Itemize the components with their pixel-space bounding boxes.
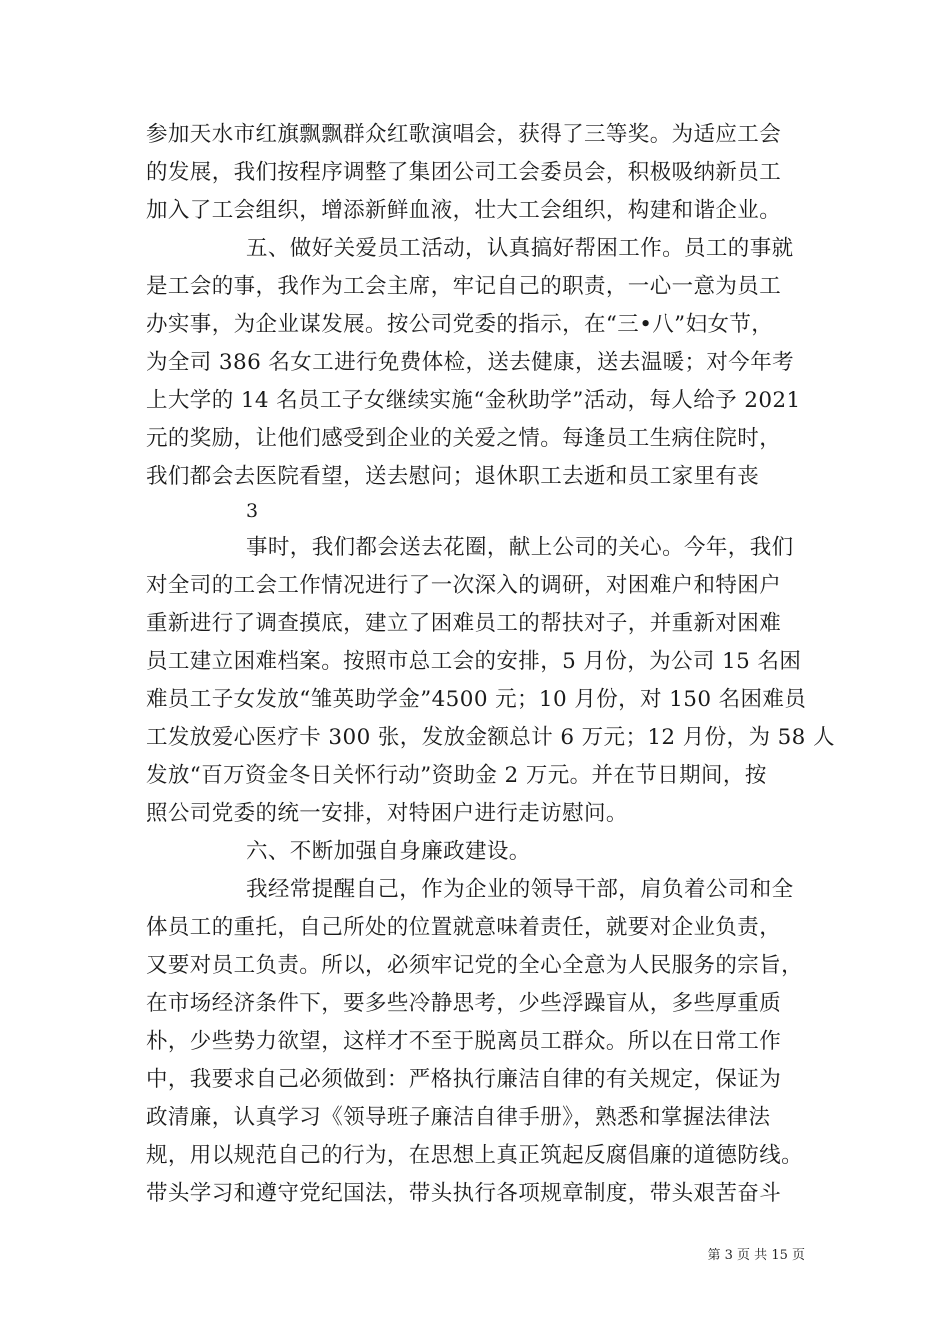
paragraph-line: 重新进行了调查摸底，建立了困难员工的帮扶对子，并重新对困难 (146, 611, 782, 636)
paragraph-line: 对全司的工会工作情况进行了一次深入的调研，对困难户和特困户 (146, 573, 782, 598)
paragraph-line: 为全司 386 名女工进行免费体检，送去健康，送去温暖；对今年考 (146, 350, 795, 375)
paragraph-line: 员工建立困难档案。按照市总工会的安排，5 月份，为公司 15 名困 (146, 649, 802, 674)
paragraph-line: 元的奖励，让他们感受到企业的关爱之情。每逢员工生病住院时， (146, 426, 782, 451)
paragraph-line: 办实事，为企业谋发展。按公司党委的指示，在“三•八”妇女节， (146, 312, 774, 337)
paragraph-line: 带头学习和遵守党纪国法，带头执行各项规章制度，带头艰苦奋斗 (146, 1181, 782, 1206)
inline-page-number: 3 (246, 500, 259, 522)
page-footer: 第 3 页 共 15 页 (707, 1248, 805, 1263)
paragraph-line: 我经常提醒自己，作为企业的领导干部，肩负着公司和全 (246, 877, 794, 902)
paragraph-line: 工发放爱心医疗卡 300 张，发放金额总计 6 万元；12 月份，为 58 人 (146, 725, 835, 750)
paragraph-line: 加入了工会组织，增添新鲜血液，壮大工会组织，构建和谐企业。 (146, 198, 782, 223)
paragraph-line: 的发展，我们按程序调整了集团公司工会委员会，积极吸纳新员工 (146, 160, 782, 185)
section-heading-5: 五、做好关爱员工活动，认真搞好帮困工作。员工的事就 (246, 236, 794, 261)
paragraph-line: 规，用以规范自己的行为，在思想上真正筑起反腐倡廉的道德防线。 (146, 1143, 804, 1168)
paragraph-line: 参加天水市红旗飘飘群众红歌演唱会，获得了三等奖。为适应工会 (146, 122, 782, 147)
section-heading-6: 六、不断加强自身廉政建设。 (246, 839, 531, 864)
paragraph-line: 上大学的 14 名员工子女继续实施“金秋助学”活动，每人给予 2021 (146, 388, 801, 413)
paragraph-line: 事时，我们都会送去花圈，献上公司的关心。今年，我们 (246, 535, 794, 560)
paragraph-line: 体员工的重托，自己所处的位置就意味着责任，就要对企业负责， (146, 915, 782, 940)
paragraph-line: 难员工子女发放“雏英助学金”4500 元；10 月份，对 150 名困难员 (146, 687, 807, 712)
paragraph-line: 我们都会去医院看望，送去慰问；退休职工去逝和员工家里有丧 (146, 464, 760, 489)
paragraph-line: 照公司党委的统一安排，对特困户进行走访慰问。 (146, 801, 628, 826)
paragraph-line: 发放“百万资金冬日关怀行动”资助金 2 万元。并在节日期间，按 (146, 763, 767, 788)
paragraph-line: 又要对员工负责。所以，必须牢记党的全心全意为人民服务的宗旨， (146, 953, 804, 978)
paragraph-line: 朴，少些势力欲望，这样才不至于脱离员工群众。所以在日常工作 (146, 1029, 782, 1054)
paragraph-line: 中，我要求自己必须做到：严格执行廉洁自律的有关规定，保证为 (146, 1067, 782, 1092)
paragraph-line: 在市场经济条件下，要多些冷静思考，少些浮躁盲从，多些厚重质 (146, 991, 782, 1016)
paragraph-line: 政清廉，认真学习《领导班子廉洁自律手册》，熟悉和掌握法律法 (146, 1105, 771, 1130)
paragraph-line: 是工会的事，我作为工会主席，牢记自己的职责，一心一意为员工 (146, 274, 782, 299)
